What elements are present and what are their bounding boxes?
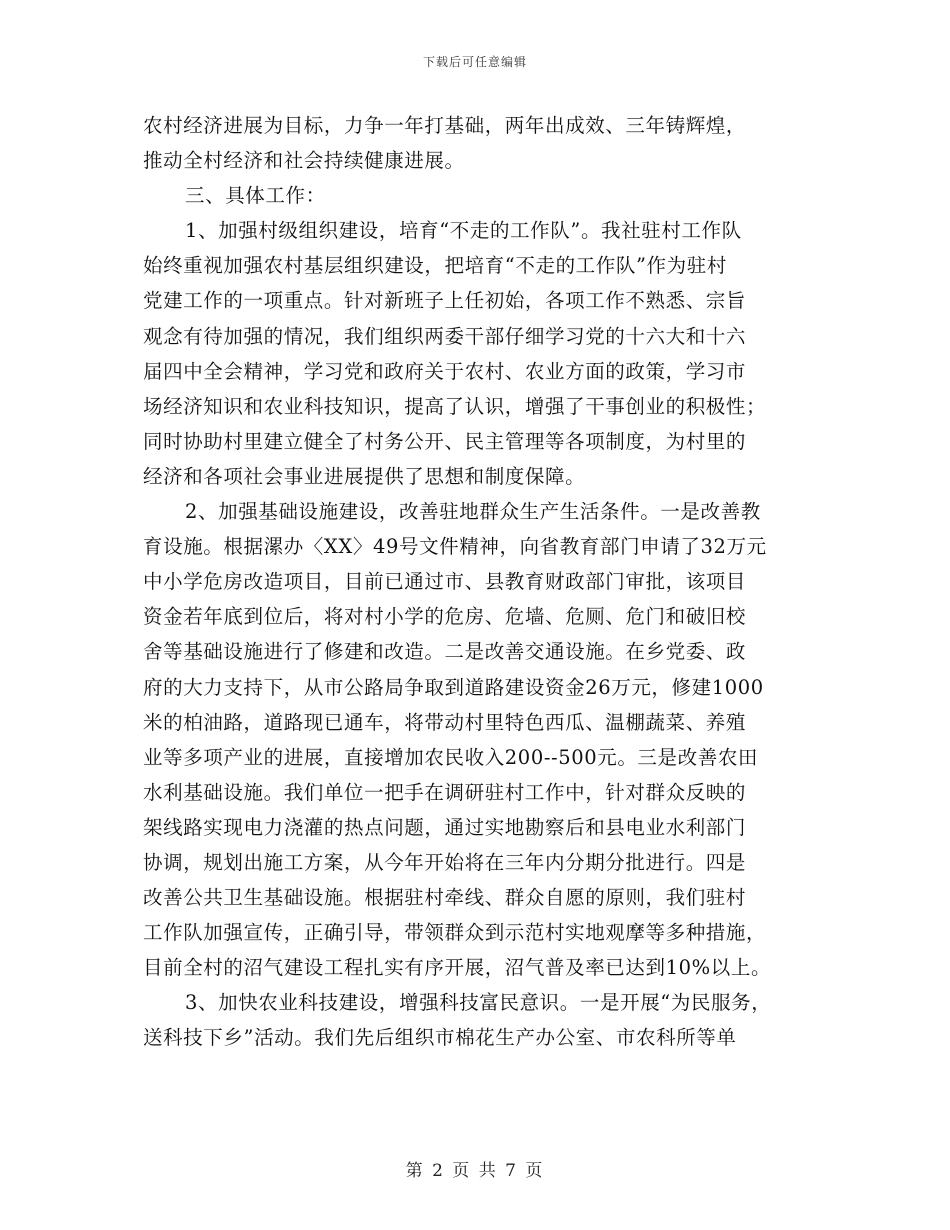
text-line: 农村经济进展为目标，力争一年打基础，两年出成效、三年铸辉煌， xyxy=(143,114,747,137)
text-line: 协调，规划出施工方案，从今年开始将在三年内分期分批进行。四是 xyxy=(143,850,747,874)
text-line: 工作队加强宣传，正确引导，带领群众到示范村实地观摩等多种措施， xyxy=(143,921,767,945)
text-line: 中小学危房改造项目，目前已通过市、县教育财政部门审批，该项目 xyxy=(143,570,747,594)
text-line: 业等多项产业的进展，直接增加农民收入200--500元。三是改善农田 xyxy=(143,745,759,769)
text-line: 经济和各项社会事业进展提供了思想和制度保障。 xyxy=(143,464,586,488)
text-line: 改善公共卫生基础设施。根据驻村牵线、群众自愿的原则，我们驻村 xyxy=(143,886,747,910)
text-line: 2、加强基础设施建设，改善驻地群众生产生活条件。一是改善教 xyxy=(185,500,761,524)
text-line: 观念有待加强的情况，我们组织两委干部仔细学习党的十六大和十六 xyxy=(143,324,747,348)
text-line: 府的大力支持下，从市公路局争取到道路建设资金26万元，修建1000 xyxy=(143,675,764,699)
text-line: 目前全村的沼气建设工程扎实有序开展，沼气普及率已达到10%以上。 xyxy=(143,956,772,980)
text-line: 1、加强村级组织建设，培育“不走的工作队”。我社驻村工作队 xyxy=(185,219,742,243)
text-line: 届四中全会精神，学习党和政府关于农村、农业方面的政策，学习市 xyxy=(143,359,747,383)
text-line: 资金若年底到位后，将对村小学的危房、危墙、危厕、危门和破旧校 xyxy=(143,605,747,629)
text-line: 水利基础设施。我们单位一把手在调研驻村工作中，针对群众反映的 xyxy=(143,780,747,804)
text-line: 育设施。根据漯办〈XX〉49号文件精神，向省教育部门申请了32万元 xyxy=(143,535,767,559)
document-body xyxy=(143,108,813,1056)
text-line: 推动全村经济和社会持续健康进展。 xyxy=(143,149,465,173)
text-line: 同时协助村里建立健全了村务公开、民主管理等各项制度，为村里的 xyxy=(143,429,747,453)
text-line: 米的柏油路，道路现已通车，将带动村里特色西瓜、温棚蔬菜、养殖 xyxy=(143,710,747,734)
text-line: 三、具体工作： xyxy=(185,184,326,208)
page-header: 下载后可任意编辑 xyxy=(422,55,527,69)
text-line: 始终重视加强农村基层组织建设，把培育“不走的工作队”作为驻村 xyxy=(143,254,727,278)
text-line: 舍等基础设施进行了修建和改造。二是改善交通设施。在乡党委、政 xyxy=(143,640,747,664)
text-line: 党建工作的一项重点。针对新班子上任初始，各项工作不熟悉、宗旨 xyxy=(143,289,747,313)
page-footer: 第 2 页 共 7 页 xyxy=(405,1161,545,1181)
text-line: 架线路实现电力浇灌的热点问题，通过实地勘察后和县电业水利部门 xyxy=(143,815,747,839)
text-line: 3、加快农业科技建设，增强科技富民意识。一是开展“为民服务， xyxy=(185,991,772,1015)
text-line: 场经济知识和农业科技知识，提高了认识，增强了干事创业的积极性； xyxy=(143,394,767,418)
text-line: 送科技下乡”活动。我们先后组织市棉花生产办公室、市农科所等单 xyxy=(143,1026,737,1050)
